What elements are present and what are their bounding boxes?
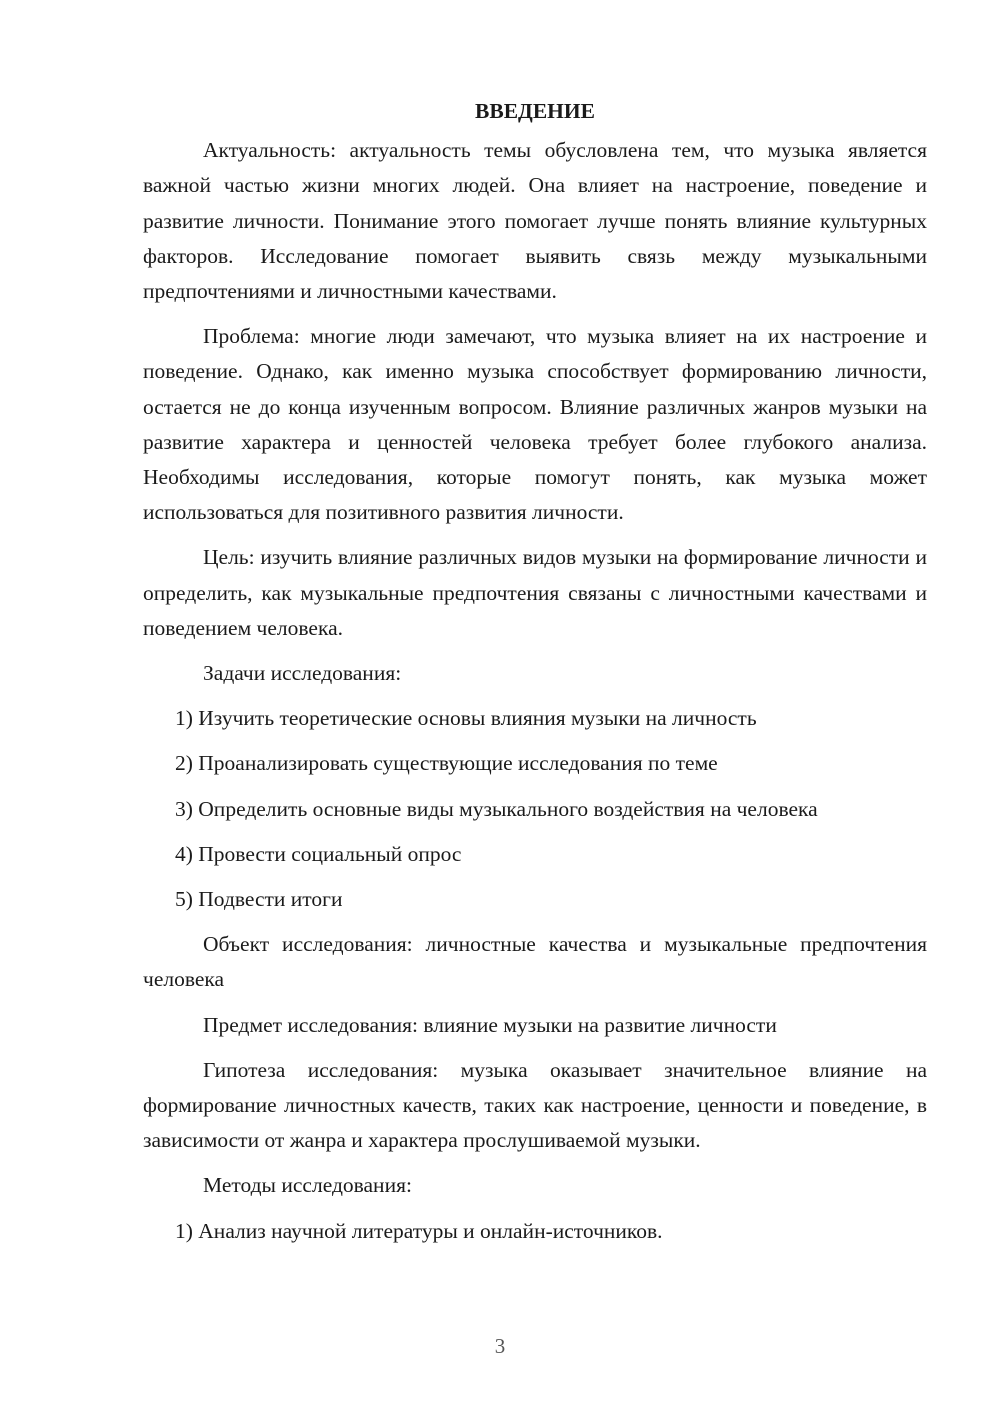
object-paragraph: Объект исследования: личностные качества и музыкальные предпочтения человека	[143, 932, 927, 992]
hypothesis-paragraph: Гипотеза исследования: музыка оказывает значительное влияние на формирование личностных качеств, таких как настроение, ценности и поведение, в зависимости от жанра и характера прослушиваемой музыки.	[143, 1057, 927, 1153]
relevance-paragraph: Актуальность: актуальность темы обусловлена тем, что музыка является важной частью жизни многих людей. Она влияет на настроение, поведение и развитие личности. Понимание этого помогает лучше понять влияние культурных факторов. Исследование помогает выявить связь между музыкальными предпочтениями и личностными качествами.	[143, 138, 927, 304]
task-item: 4) Провести социальный опрос	[175, 841, 462, 866]
document-page-content	[143, 94, 927, 1259]
page-title: ВВЕДЕНИЕ	[475, 99, 595, 123]
task-item: 1) Изучить теоретические основы влияния музыки на личность	[175, 706, 757, 731]
method-item: 1) Анализ научной литературы и онлайн-источников.	[175, 1218, 663, 1243]
methods-title: Методы исследования:	[203, 1173, 412, 1198]
tasks-title: Задачи исследования:	[203, 661, 402, 686]
goal-paragraph: Цель: изучить влияние различных видов музыки на формирование личности и определить, как музыкальные предпочтения связаны с личностными качествами и поведением человека.	[143, 545, 927, 640]
task-item: 2) Проанализировать существующие исследования по теме	[175, 751, 718, 776]
page-number: 3	[494, 1334, 506, 1358]
subject-paragraph: Предмет исследования: влияние музыки на развитие личности	[203, 1012, 777, 1037]
task-item: 5) Подвести итоги	[175, 887, 343, 912]
problem-paragraph: Проблема: многие люди замечают, что музыка влияет на их настроение и поведение. Однако, как именно музыка способствует формированию личности, остается не до конца изученным вопросом. Влияние различных жанров музыки на развитие характера и ценностей человека требует более глубокого анализа. Необходимы исследования, которые помогут понять, как музыка может использоваться для позитивного развития личности.	[143, 324, 927, 525]
task-item: 3) Определить основные виды музыкального воздействия на человека	[175, 796, 818, 821]
